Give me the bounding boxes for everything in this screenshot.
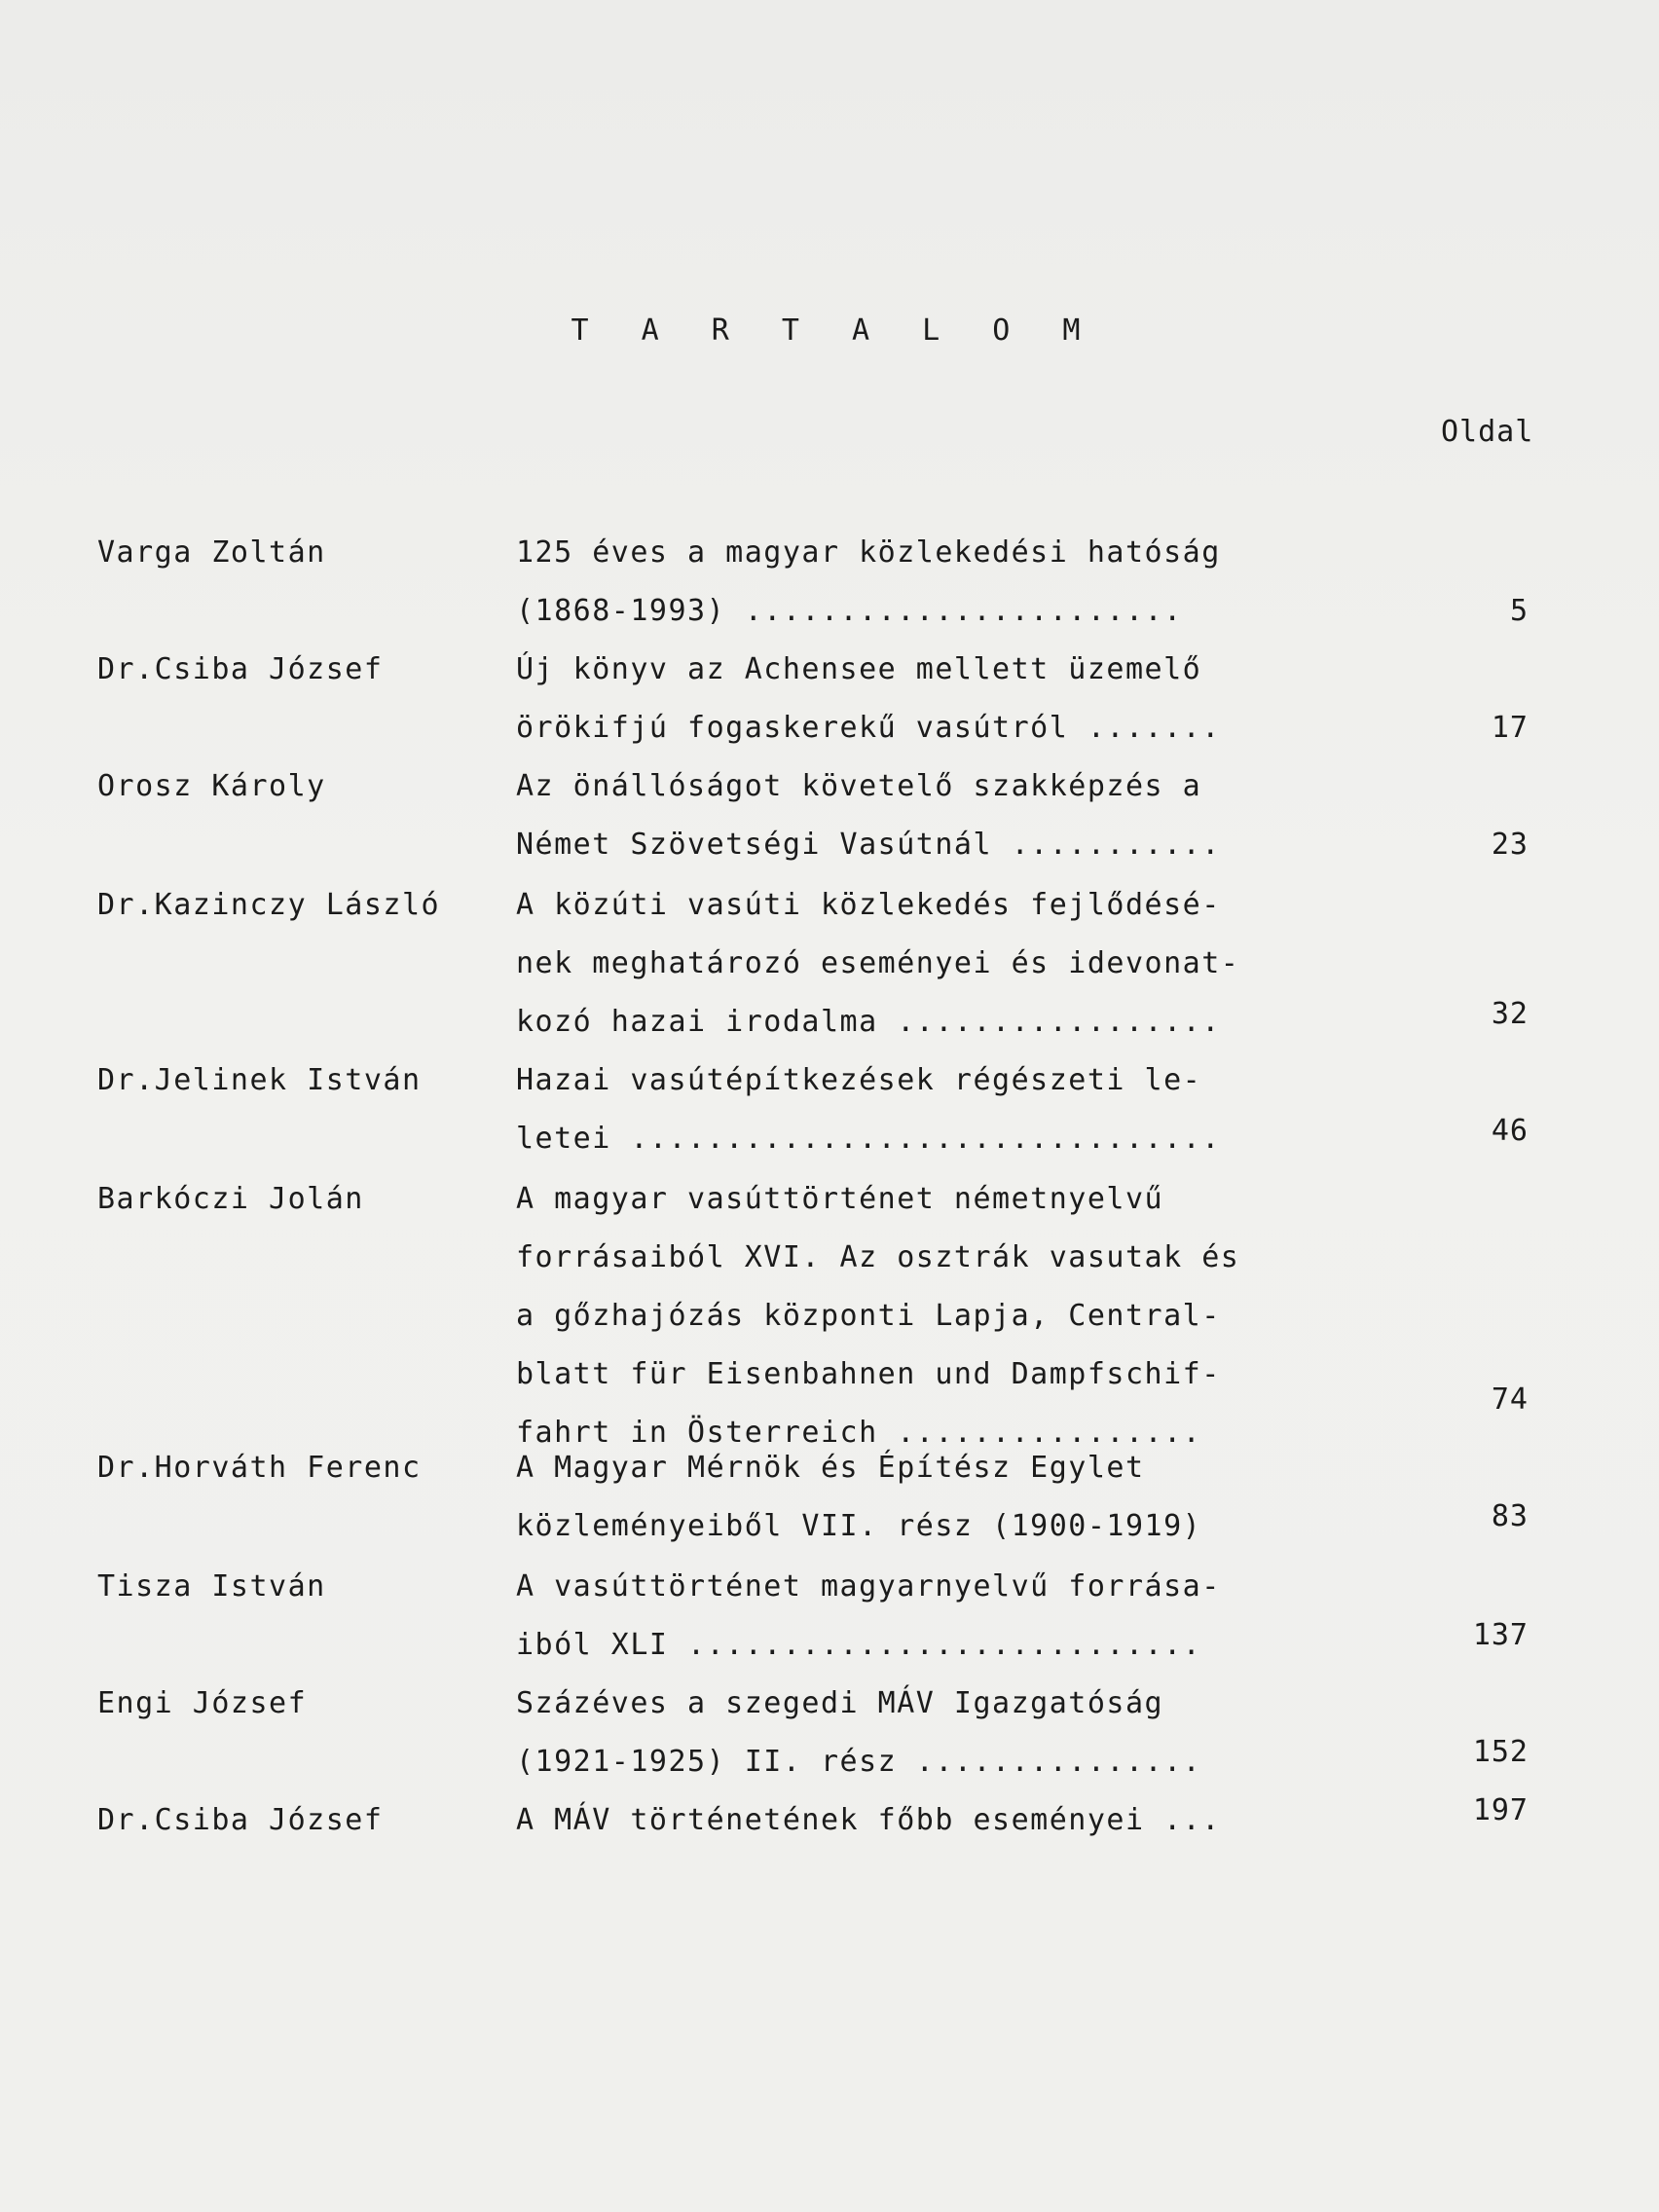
entry-title [516, 1793, 1285, 1852]
entry-author: Barkóczi Jolán [97, 1182, 364, 1216]
entry-title-line: A MÁV történetének főbb eseményei ... [516, 1803, 1221, 1837]
entry-title-line: fahrt in Österreich ................ [516, 1416, 1202, 1450]
entry-title [516, 1172, 1285, 1464]
entry-title-line: Hazai vasútépítkezések régészeti le- [516, 1063, 1202, 1097]
entry-title [516, 1560, 1285, 1677]
entry-title-line: A közúti vasúti közlekedés fejlődésé- [516, 888, 1221, 922]
entry-author: Dr.Csiba József [97, 1803, 384, 1837]
entry-title-line: iból XLI ........................... [516, 1628, 1202, 1662]
entry-page-number: 23 [1491, 828, 1529, 862]
entry-title-line: Új könyv az Achensee mellett üzemelő [516, 652, 1202, 686]
contents-title: T A R T A L O M [571, 313, 1098, 348]
entry-page-number: 74 [1491, 1382, 1529, 1417]
entry-title-line: (1921-1925) II. rész ............... [516, 1745, 1202, 1779]
entry-title [516, 759, 1285, 876]
entry-title [516, 1053, 1285, 1170]
entry-title-line: kozó hazai irodalma ................. [516, 1005, 1221, 1039]
entry-title-line: A Magyar Mérnök és Építész Egylet [516, 1451, 1145, 1485]
entry-title-line: Százéves a szegedi MÁV Igazgatóság [516, 1686, 1164, 1720]
entry-title [516, 1677, 1285, 1793]
entry-page-number: 17 [1491, 711, 1529, 745]
entry-author: Dr.Jelinek István [97, 1063, 422, 1097]
entry-title-line: örökifjú fogaskerekű vasútról ....... [516, 711, 1221, 745]
entry-author: Varga Zoltán [97, 535, 326, 570]
entry-author: Tisza István [97, 1569, 326, 1604]
entry-page-number: 46 [1491, 1114, 1529, 1148]
entry-title-line: letei ............................... [516, 1122, 1221, 1156]
entry-author: Engi József [97, 1686, 308, 1720]
entry-title [516, 526, 1285, 643]
entry-title-line: Az önállóságot követelő szakképzés a [516, 769, 1202, 803]
entry-title [516, 1441, 1285, 1558]
entry-title-line: Német Szövetségi Vasútnál ........... [516, 828, 1221, 862]
entry-title-line: (1868-1993) ....................... [516, 594, 1183, 628]
entry-title [516, 878, 1285, 1053]
entry-title-line: A vasúttörténet magyarnyelvű forrása- [516, 1569, 1221, 1604]
entry-page-number: 137 [1472, 1618, 1529, 1652]
entry-title-line: A magyar vasúttörténet németnyelvű [516, 1182, 1164, 1216]
entry-title-line: 125 éves a magyar közlekedési hatóság [516, 535, 1221, 570]
entry-title-line: közleményeiből VII. rész (1900-1919) [516, 1509, 1202, 1543]
entry-page-number: 5 [1509, 594, 1529, 628]
entry-author: Orosz Károly [97, 769, 326, 803]
entry-page-number: 152 [1472, 1735, 1529, 1769]
page-column-label: Oldal [1441, 415, 1534, 449]
entry-title-line: nek meghatározó eseményei és idevonat- [516, 946, 1240, 980]
entry-page-number: 32 [1491, 997, 1529, 1031]
entry-title-line: forrásaiból XVI. Az osztrák vasutak és [516, 1240, 1240, 1274]
entry-author: Dr.Horváth Ferenc [97, 1451, 422, 1485]
entry-title-line: blatt für Eisenbahnen und Dampfschif- [516, 1357, 1221, 1391]
entry-author: Dr.Kazinczy László [97, 888, 441, 922]
entry-page-number: 197 [1472, 1793, 1529, 1827]
entry-author: Dr.Csiba József [97, 652, 384, 686]
entry-title [516, 643, 1285, 759]
entry-page-number: 83 [1491, 1499, 1529, 1533]
entry-title-line: a gőzhajózás központi Lapja, Central- [516, 1299, 1221, 1333]
